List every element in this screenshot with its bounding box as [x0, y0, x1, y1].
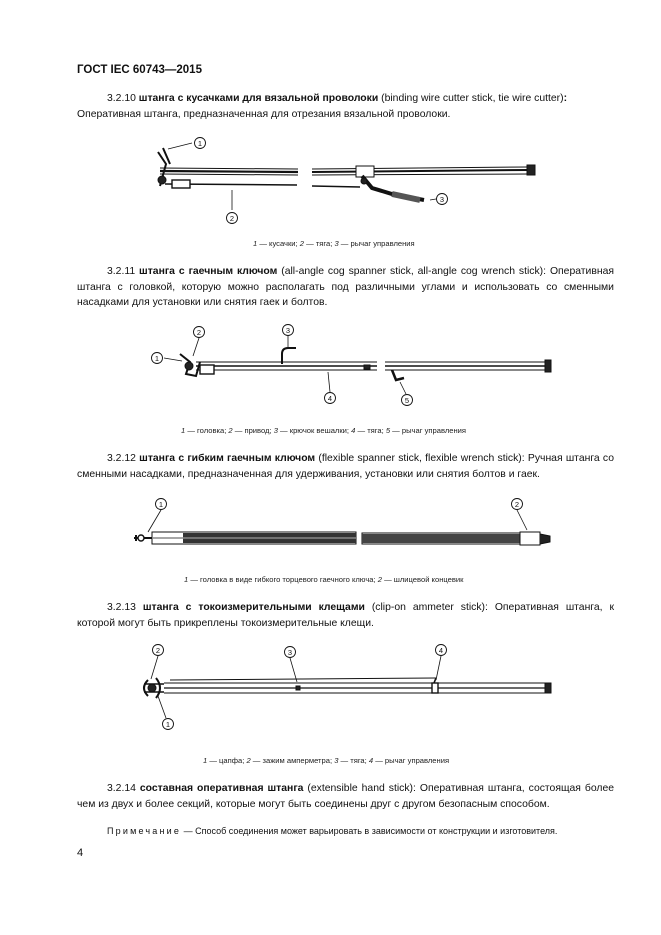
figure-caption-3: 1 — головка в виде гибкого торцевого гаечного ключа; 2 — шлицевой концевик — [184, 575, 464, 584]
callout-4: 4 — [327, 394, 333, 403]
figure-caption-2: 1 — головка; 2 — привод; 3 — крючок вешалки; 4 — тяга; 5 — рычаг управления — [181, 426, 467, 435]
section-definition: Оперативная штанга, предназначенная для отрезания вязальной проволоки. — [77, 108, 451, 120]
section-definition: Оперативная штанга, состоящая более чем из двух и более секций, которые могут быть соединены друг с другом безопасным способом. — [77, 783, 615, 810]
callout-3: 3 — [285, 326, 291, 335]
callout-3: 3 — [287, 648, 293, 657]
callout-5: 5 — [404, 396, 410, 405]
callout-2: 2 — [196, 328, 202, 337]
document-header: ГОСТ IEC 60743—2015 — [77, 64, 202, 76]
section-3-2-12: 3.2.12 штанга с гибким гаечным ключом (flexible spanner stick, flexible wrench stick): Ручная штанга со сменными насадками, предназначенная для удерживания, установки или снятия болтов и гаек. — [77, 453, 615, 480]
callout-2: 2 — [514, 500, 520, 509]
note-text: — Способ соединения может варьировать в зависимости от конструкции и изготовителя. — [181, 826, 558, 836]
callout-1: 1 — [158, 500, 164, 509]
section-term: штанга с гаечным ключом — [139, 266, 278, 277]
section-english: (binding wire cutter stick, tie wire cutter) — [381, 93, 564, 104]
callout-4: 4 — [438, 646, 444, 655]
section-term: штанга с гибким гаечным ключом — [139, 453, 316, 464]
callout-2: 2 — [155, 646, 161, 655]
callout-1: 1 — [197, 139, 203, 148]
section-definition: Оперативная штанга с головкой, которую можно располагать под различными углами и использовать со сменными насадками для установки или снятия гаек и болтов. — [77, 266, 615, 308]
figure-caption-1: 1 — кусачки; 2 — тяга; 3 — рычаг управления — [253, 239, 415, 248]
callout-2: 2 — [229, 214, 235, 223]
note — [107, 826, 557, 836]
figure-flexible-spanner-stick — [0, 492, 661, 572]
callout-1: 1 — [165, 720, 171, 729]
section-3-2-13: 3.2.13 штанга с токоизмерительными клещами (clip-on ammeter stick): Оперативная штанга, к которой могут быть прикреплены токоизмерительные клещи. — [77, 602, 615, 629]
section-3-2-11: 3.2.11 штанга с гаечным ключом (all-angle cog spanner stick, all-angle cog wrench stick): Оперативная штанга с головкой, которую можно располагать под различными углами и использовать со сменными насадками для установки или снятия гаек и болтов. — [77, 266, 615, 308]
page-number: 4 — [77, 847, 84, 859]
section-term: штанга с токоизмерительными клещами — [142, 602, 365, 613]
section-3-2-10: 3.2.10 штанга с кусачками для вязальной проволоки (binding wire cutter stick, tie wire cutter): Оперативная штанга, предназначенная для отрезания вязальной проволоки. — [77, 93, 568, 120]
section-3-2-14: 3.2.14 составная оперативная штанга (extensible hand stick): Оперативная штанга, состоящая более чем из двух и более секций, которые могут быть соединены друг с другом безопасным способом. — [77, 783, 615, 810]
section-number: 3.2.10 — [107, 93, 136, 104]
figure-wire-cutter-stick — [0, 130, 661, 250]
section-term: составная оперативная штанга — [139, 783, 304, 794]
section-definition: Ручная штанга со сменными насадками, предназначенная для удерживания, установки или снятия болтов и гаек. — [77, 453, 615, 480]
figure-clip-on-ammeter-stick — [0, 636, 661, 746]
section-term: штанга с кусачками для вязальной проволоки — [138, 93, 379, 104]
callout-1: 1 — [154, 354, 160, 363]
figure-caption-4: 1 — цапфа; 2 — зажим амперметра; 3 — тяга; 4 — рычаг управления — [203, 756, 450, 765]
note-label: Примечание — [107, 826, 182, 836]
figure-cog-spanner-stick — [0, 320, 661, 420]
section-definition: Оперативная штанга, к которой могут быть прикреплены токоизмерительные клещи. — [77, 602, 615, 629]
callout-3: 3 — [439, 195, 445, 204]
